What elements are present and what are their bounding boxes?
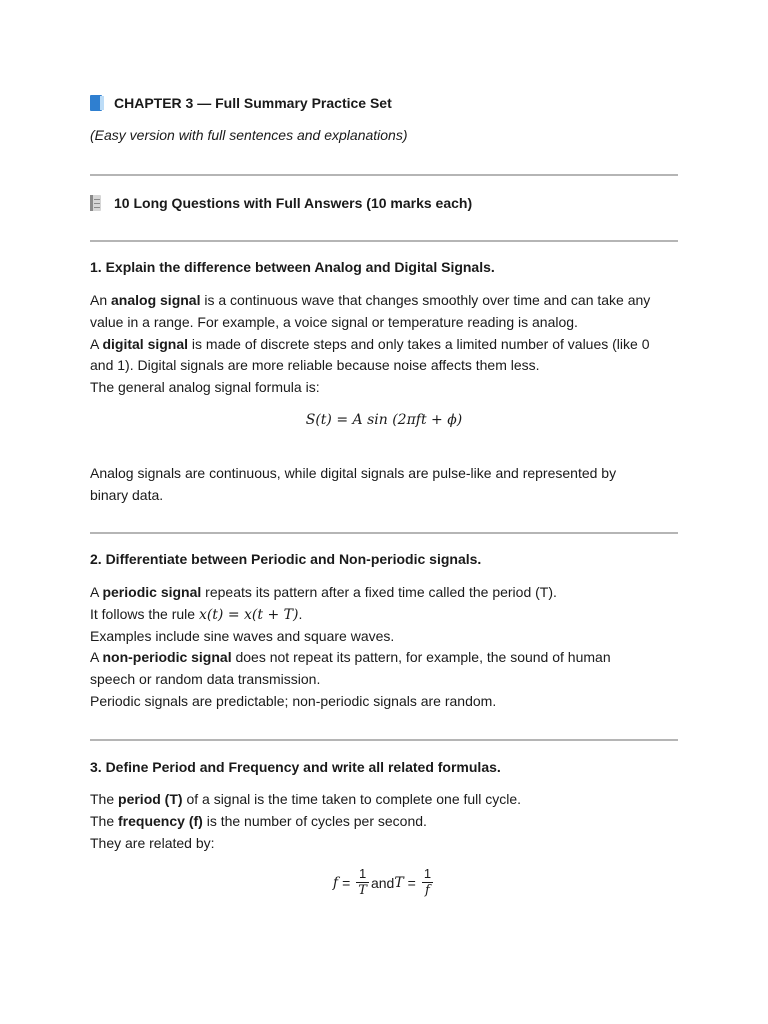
answer-line: Examples include sine waves and square waves. <box>90 627 395 644</box>
question-1-heading: 1. Explain the difference between Analog and Digital Signals. <box>90 259 495 275</box>
question-3-answer <box>90 789 678 854</box>
answer-line: They are related by: <box>90 834 215 851</box>
divider <box>90 174 678 176</box>
answer-line: Analog signals are continuous, while digital signals are pulse-like and represented by <box>90 465 617 481</box>
divider <box>90 240 678 242</box>
answer-line: and 1). Digital signals are more reliable because noise affects them less. <box>90 357 540 374</box>
answer-line: binary data. <box>90 486 164 503</box>
section-heading <box>90 195 472 211</box>
answer-line: It follows the rule x(t) = x(t + T). <box>90 605 303 623</box>
ledger-icon <box>90 195 102 211</box>
blue-book-icon <box>90 95 104 111</box>
periodic-rule-formula: x(t) = x(t + T) <box>198 606 299 623</box>
answer-line: A digital signal is made of discrete steps and only takes a limited number of values (like 0 <box>90 335 650 352</box>
answer-line: A non-periodic signal does not repeat its pattern, for example, the sound of human <box>90 649 611 666</box>
divider <box>90 739 678 741</box>
answer-line: The general analog signal formula is: <box>90 379 320 396</box>
answer-line: speech or random data transmission. <box>90 671 321 688</box>
section-heading-text: 10 Long Questions with Full Answers (10 marks each) <box>114 195 473 211</box>
question-1-answer-part-2 <box>90 463 678 507</box>
answer-line: Periodic signals are predictable; non-periodic signals are random. <box>90 692 497 709</box>
answer-line: The frequency (f) is the number of cycles per second. <box>90 812 427 829</box>
answer-line: An analog signal is a continuous wave that changes smoothly over time and can take any <box>90 292 651 308</box>
question-2-heading: 2. Differentiate between Periodic and Non-periodic signals. <box>90 551 482 567</box>
answer-line: The period (T) of a signal is the time taken to complete one full cycle. <box>90 791 522 807</box>
answer-line: A periodic signal repeats its pattern after a fixed time called the period (T). <box>90 584 557 600</box>
chapter-title <box>90 95 392 111</box>
chapter-title-text: CHAPTER 3 — Full Summary Practice Set <box>114 95 392 111</box>
question-2-answer <box>90 582 678 713</box>
question-1-answer-part-1 <box>90 290 678 399</box>
question-3-heading: 3. Define Period and Frequency and write all related formulas. <box>90 759 501 775</box>
analog-signal-formula: S(t) = A sin (2πft + ϕ) <box>305 412 463 428</box>
chapter-subtitle: (Easy version with full sentences and explanations) <box>90 127 408 143</box>
period-frequency-formula: f = $\frac{1}{T}$ and T = $\frac{1}{f}$ <box>332 866 432 898</box>
divider <box>90 532 678 534</box>
answer-line: value in a range. For example, a voice signal or temperature reading is analog. <box>90 313 578 330</box>
